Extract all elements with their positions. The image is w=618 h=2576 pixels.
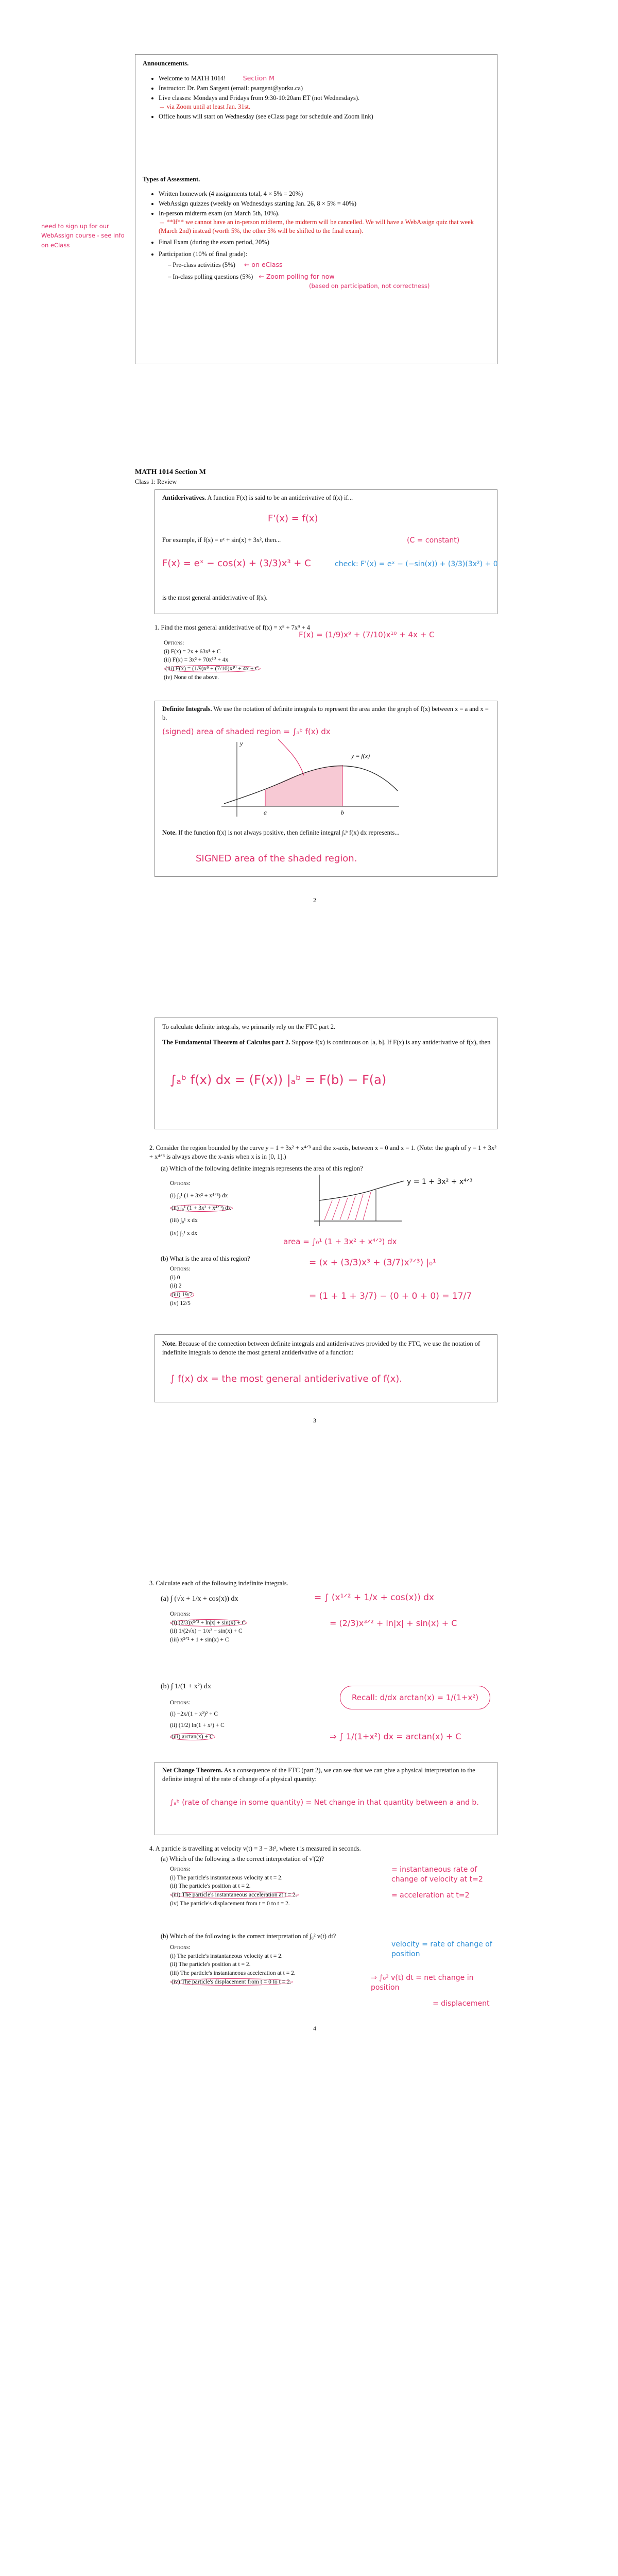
q4b-hw1: ⇒ ∫₀² v(t) dt = net change in position: [371, 1974, 474, 1992]
q4b-hw2: = displacement: [433, 1999, 490, 2008]
indef-hw: ∫ f(x) dx = the most general antiderivative of f(x).: [170, 1374, 402, 1384]
area-hw: area = ∫₀¹ (1 + 3x² + x⁴ᐟ³) dx: [283, 1237, 397, 1246]
nct-hw: ∫ₐᵇ (rate of change in some quantity) = Net change in that quantity between a and b.: [170, 1799, 479, 1807]
q2a-option-2[interactable]: (ii) ∫₀¹ (1 + 3x² + x⁴ᐟ³) dx: [170, 1202, 233, 1214]
sketch-curve: [319, 1181, 404, 1200]
announcements-heading: Announcements.: [143, 60, 189, 67]
assessment-heading: Types of Assessment.: [143, 176, 200, 183]
q2b-option-3[interactable]: (iii) 19/7: [170, 1291, 194, 1299]
area-graph: [216, 734, 402, 822]
q2a-option-3[interactable]: (iii) ∫₀¹ x dx: [170, 1217, 198, 1224]
options-label: Options:: [164, 640, 184, 646]
q2a-option-4[interactable]: (iv) ∫₀¹ x dx: [170, 1230, 198, 1236]
question-2a: (a) Which of the following definite integrals represents the area of this region?: [161, 1165, 363, 1172]
q4b-option-4[interactable]: (iv) The particle's displacement from t = 0 to t = 2.: [170, 1978, 296, 1987]
arrow-to-region: [278, 739, 304, 775]
curve-hw: y = 1 + 3x² + x⁴ᐟ³: [407, 1178, 473, 1186]
assessment-final: • Final Exam (during the exam period, 20%): [159, 238, 489, 247]
q4a-hw2: = acceleration at t=2: [391, 1891, 470, 1900]
axis-b-label: b: [341, 809, 344, 816]
q2b-option-4[interactable]: (iv) 12/5: [170, 1300, 191, 1307]
q3a-option-3[interactable]: (iii) x³ᐟ² + 1 + sin(x) + C: [170, 1637, 229, 1643]
q3a-hw: = ∫ (x¹ᐟ² + 1/x + cos(x)) dx: [314, 1592, 434, 1603]
announcements-list: [149, 73, 489, 122]
q4a-hw1: = instantaneous rate of change of velocity at t=2: [391, 1866, 483, 1884]
announcement-live-classes: • Live classes: Mondays and Fridays from 9:30-10:20am ET (not Wednesdays). → via Zoom until at least Jan. 31st.: [159, 94, 489, 111]
question-3b: (b) ∫ 1/(1 + x²) dx: [161, 1683, 211, 1690]
constant-note: (C = constant): [407, 536, 460, 545]
q4a-option-2[interactable]: (ii) The particle's position at t = 2.: [170, 1883, 251, 1890]
q3a-options: Options: (i) (2/3)x³ᐟ² + ln|x| + sin(x) + C (ii) 1/(2√x) − 1/x² − sin(x) + C (iii) x³ᐟ² + 1 + sin(x) + C: [170, 1610, 247, 1645]
general-text: is the most general antiderivative of f(x).: [162, 594, 268, 601]
question-4: 4. A particle is travelling at velocity v(t) = 3 − 3t², where t is measured in seconds.: [149, 1845, 361, 1852]
ftc-hw: ∫ₐᵇ f(x) dx = (F(x)) |ₐᵇ = F(b) − F(a): [170, 1073, 387, 1087]
q1-option-1[interactable]: (i) F(x) = 2x + 63x⁸ + C: [164, 648, 221, 655]
defint-text: Definite Integrals. We use the notation of definite integrals to represent the area under the graph of f(x) between x = a and x = b.: [162, 705, 489, 721]
course-title: MATH 1014 Section M: [135, 468, 206, 476]
q3a-hw2: = (2/3)x³ᐟ² + ln|x| + sin(x) + C: [330, 1618, 457, 1628]
question-1: 1. Find the most general antiderivative of f(x) = x⁸ + 7x⁹ + 4: [154, 624, 311, 631]
q2b-option-2[interactable]: (ii) 2: [170, 1283, 182, 1290]
q3b-option-1[interactable]: (i) −2x/(1 + x²)² + C: [170, 1710, 218, 1717]
assessment-homework: • Written homework (4 assignments total, 4 × 5% = 20%): [159, 190, 489, 198]
q1-option-3[interactable]: (iii) F(x) = (1/9)x⁹ + (7/10)x¹⁰ + 4x + C: [164, 665, 261, 673]
q4a-option-1[interactable]: (i) The particle's instantaneous velocity at t = 2.: [170, 1874, 283, 1881]
antideriv-hw: F'(x) = f(x): [268, 513, 318, 524]
zoom-note: → via Zoom until at least Jan. 31st.: [159, 103, 251, 110]
ftc-intro: To calculate definite integrals, we primarily rely on the FTC part 2.: [162, 1023, 336, 1030]
q4b-option-1[interactable]: (i) The particle's instantaneous velocity at t = 2.: [170, 1953, 283, 1959]
q3a-option-2[interactable]: (ii) 1/(2√x) − 1/x² − sin(x) + C: [170, 1628, 243, 1635]
eval-hw-1: = (x + (3/3)x³ + (3/7)x⁷ᐟ³) |₀¹: [309, 1258, 436, 1268]
assessment-midterm: • In-person midterm exam (on March 5th, 10%). → **If** we cannot have an in-person midterm, the midterm will be cancelled. We will have a WebAssign quiz that week (March 2nd) instead (worth 5%, the other 5% will be shifted to the final exam).: [159, 209, 489, 235]
participation-polling: – In-class polling questions (5%) ← Zoom polling for now: [168, 273, 335, 280]
curve-label: y = f(x): [351, 752, 370, 759]
question-3a: (a) ∫ (√x + 1/x + cos(x)) dx: [161, 1595, 238, 1603]
page-2: [0, 443, 618, 958]
q2b-options: Options: (i) 0 (ii) 2 (iii) 19/7 (iv) 12/5: [170, 1265, 194, 1308]
midterm-note: → **If** we cannot have an in-person midterm, the midterm will be cancelled. We will have a WebAssign quiz that week (March 2nd) instead (worth 5%, the other 5% will be shifted to the final exam).: [159, 218, 474, 234]
announcement-instructor: • Instructor: Dr. Pam Sargent (email: psargent@yorku.ca): [159, 84, 489, 93]
participation-pre-class: – Pre-class activities (5%) ← on eClass: [168, 261, 283, 269]
q4b-blue-note: velocity = rate of change of position: [391, 1940, 492, 1958]
note-text: Note. If the function f(x) is not always positive, then definite integral ∫ₐᵇ f(x) dx represents...: [162, 829, 400, 836]
antideriv-definition: Antiderivatives. A function F(x) is said to be an antiderivative of f(x) if...: [162, 494, 353, 501]
axis-a-label: a: [264, 809, 267, 816]
shaded-region: [265, 765, 342, 806]
q1-option-4[interactable]: (iv) None of the above.: [164, 674, 219, 681]
q1-option-2[interactable]: (ii) F(x) = 3x² + 70x¹⁰ + 4x: [164, 657, 229, 664]
q3b-option-3[interactable]: (iii) arctan(x) + C: [170, 1732, 225, 1743]
q2a-options: Options: (i) ∫₀¹ (1 + 3x² + x⁴ᐟ³) dx (ii) ∫₀¹ (1 + 3x² + x⁴ᐟ³) dx (iii) ∫₀¹ x dx (iv) ∫₀¹ x dx: [170, 1177, 233, 1240]
class-title: Class 1: Review: [135, 478, 177, 485]
indef-note-text: Note. Because of the connection between definite integrals and antiderivatives provided by the FTC, we use the notation of indefinite integrals to denote the most general antiderivative of a function:: [162, 1340, 480, 1356]
q4b-option-3[interactable]: (iii) The particle's instantaneous acceleration at t = 2.: [170, 1970, 296, 1977]
pre-class-note: ← on eClass: [244, 261, 283, 269]
example-text: For example, if f(x) = eˣ + sin(x) + 3x², then...: [162, 536, 281, 544]
q1-options: [164, 639, 261, 682]
q4a-options: Options: (i) The particle's instantaneous velocity at t = 2. (ii) The particle's position at t = 2. (iii) The particle's instantaneous acceleration at t = 2. (iv) The particle's displacement from t = 0 to t = 2.: [170, 1865, 299, 1908]
check-hw: check: F'(x) = eˣ − (−sin(x)) + (3/3)(3x²) + 0: [335, 560, 498, 568]
announcement-office-hours: • Office hours will start on Wednesday (see eClass page for schedule and Zoom link): [159, 112, 489, 121]
q4a-option-3[interactable]: (iii) The particle's instantaneous acceleration at t = 2.: [170, 1891, 299, 1900]
assessment-webassign: • WebAssign quizzes (weekly on Wednesdays starting Jan. 26, 8 × 5% = 40%): [159, 199, 489, 208]
page-1: [0, 0, 618, 392]
page-number-2: 2: [313, 896, 316, 904]
q4a-option-4[interactable]: (iv) The particle's displacement from t = 0 to t = 2.: [170, 1900, 290, 1907]
q3b-options: Options: (i) −2x/(1 + x²)² + C (ii) (1/2) ln(1 + x²) + C (iii) arctan(x) + C: [170, 1698, 225, 1742]
margin-note-webassign: need to sign up for our WebAssign course - see info on eClass: [41, 223, 125, 249]
polling-note-2: (based on participation, not correctness): [309, 282, 430, 290]
section-note: Section M: [243, 74, 274, 82]
question-2: 2. Consider the region bounded by the curve y = 1 + 3x² + x⁴ᐟ³ and the x-axis, between x = 0 and x = 1. (Note: the graph of y = 1 + 3x² + x⁴ᐟ³ is always above the x-axis when x is in [0, 1].): [149, 1144, 496, 1160]
recall-hw: Recall: d/dx arctan(x) = 1/(1+x²): [340, 1686, 490, 1709]
page-number-4: 4: [313, 2025, 316, 2032]
assessment-participation: • Participation (10% of final grade):: [159, 250, 489, 259]
q1-hw: F(x) = (1/9)x⁹ + (7/10)x¹⁰ + 4x + C: [299, 630, 435, 639]
page-3: [0, 1010, 618, 1525]
question-4b: (b) Which of the following is the correct interpretation of ∫₀² v(t) dt?: [161, 1933, 336, 1940]
axis-y-label: y: [240, 740, 243, 747]
signed-area-answer: SIGNED area of the shaded region.: [196, 853, 357, 864]
recall-hw2: ⇒ ∫ 1/(1+x²) dx = arctan(x) + C: [330, 1732, 461, 1741]
nct-text: Net Change Theorem. As a consequence of the FTC (part 2), we can see that we can give a physical interpretation to the definite integral of the rate of change of a physical quantity:: [162, 1767, 475, 1783]
question-4a: (a) Which of the following is the correct interpretation of v'(2)?: [161, 1855, 324, 1862]
q3b-option-2[interactable]: (ii) (1/2) ln(1 + x²) + C: [170, 1722, 225, 1728]
q2a-option-1[interactable]: (i) ∫₀¹ (1 + 3x² + x⁴ᐟ³) dx: [170, 1193, 228, 1199]
q4b-option-2[interactable]: (ii) The particle's position at t = 2.: [170, 1961, 251, 1968]
page-4: [0, 1577, 618, 2092]
q2b-option-1[interactable]: (i) 0: [170, 1274, 180, 1281]
example-hw: F(x) = eˣ − cos(x) + (3/3)x³ + C: [162, 558, 311, 569]
announcement-welcome: • Welcome to MATH 1014! Section M: [159, 74, 489, 83]
eval-hw-2: = (1 + 1 + 3/7) − (0 + 0 + 0) = 17/7: [309, 1291, 472, 1301]
q3a-option-1[interactable]: (i) (2/3)x³ᐟ² + ln|x| + sin(x) + C: [170, 1619, 247, 1628]
polling-note: ← Zoom polling for now: [259, 273, 335, 280]
ftc-statement: The Fundamental Theorem of Calculus part 2. Suppose f(x) is continuous on [a, b]. If F(x) is any antiderivative of f(x), then: [162, 1039, 491, 1046]
assessment-list: [149, 189, 489, 290]
page-number-3: 3: [313, 1417, 316, 1424]
question-3: 3. Calculate each of the following indefinite integrals.: [149, 1580, 288, 1587]
signed-area-hw: (signed) area of shaded region = ∫ₐᵇ f(x) dx: [162, 727, 331, 736]
q4b-options: Options: (i) The particle's instantaneous velocity at t = 2. (ii) The particle's position at t = 2. (iii) The particle's instantaneous acceleration at t = 2. (iv) The particle's displacement from t = 0 to t = 2.: [170, 1943, 296, 1986]
question-2b: (b) What is the area of this region?: [161, 1255, 250, 1262]
